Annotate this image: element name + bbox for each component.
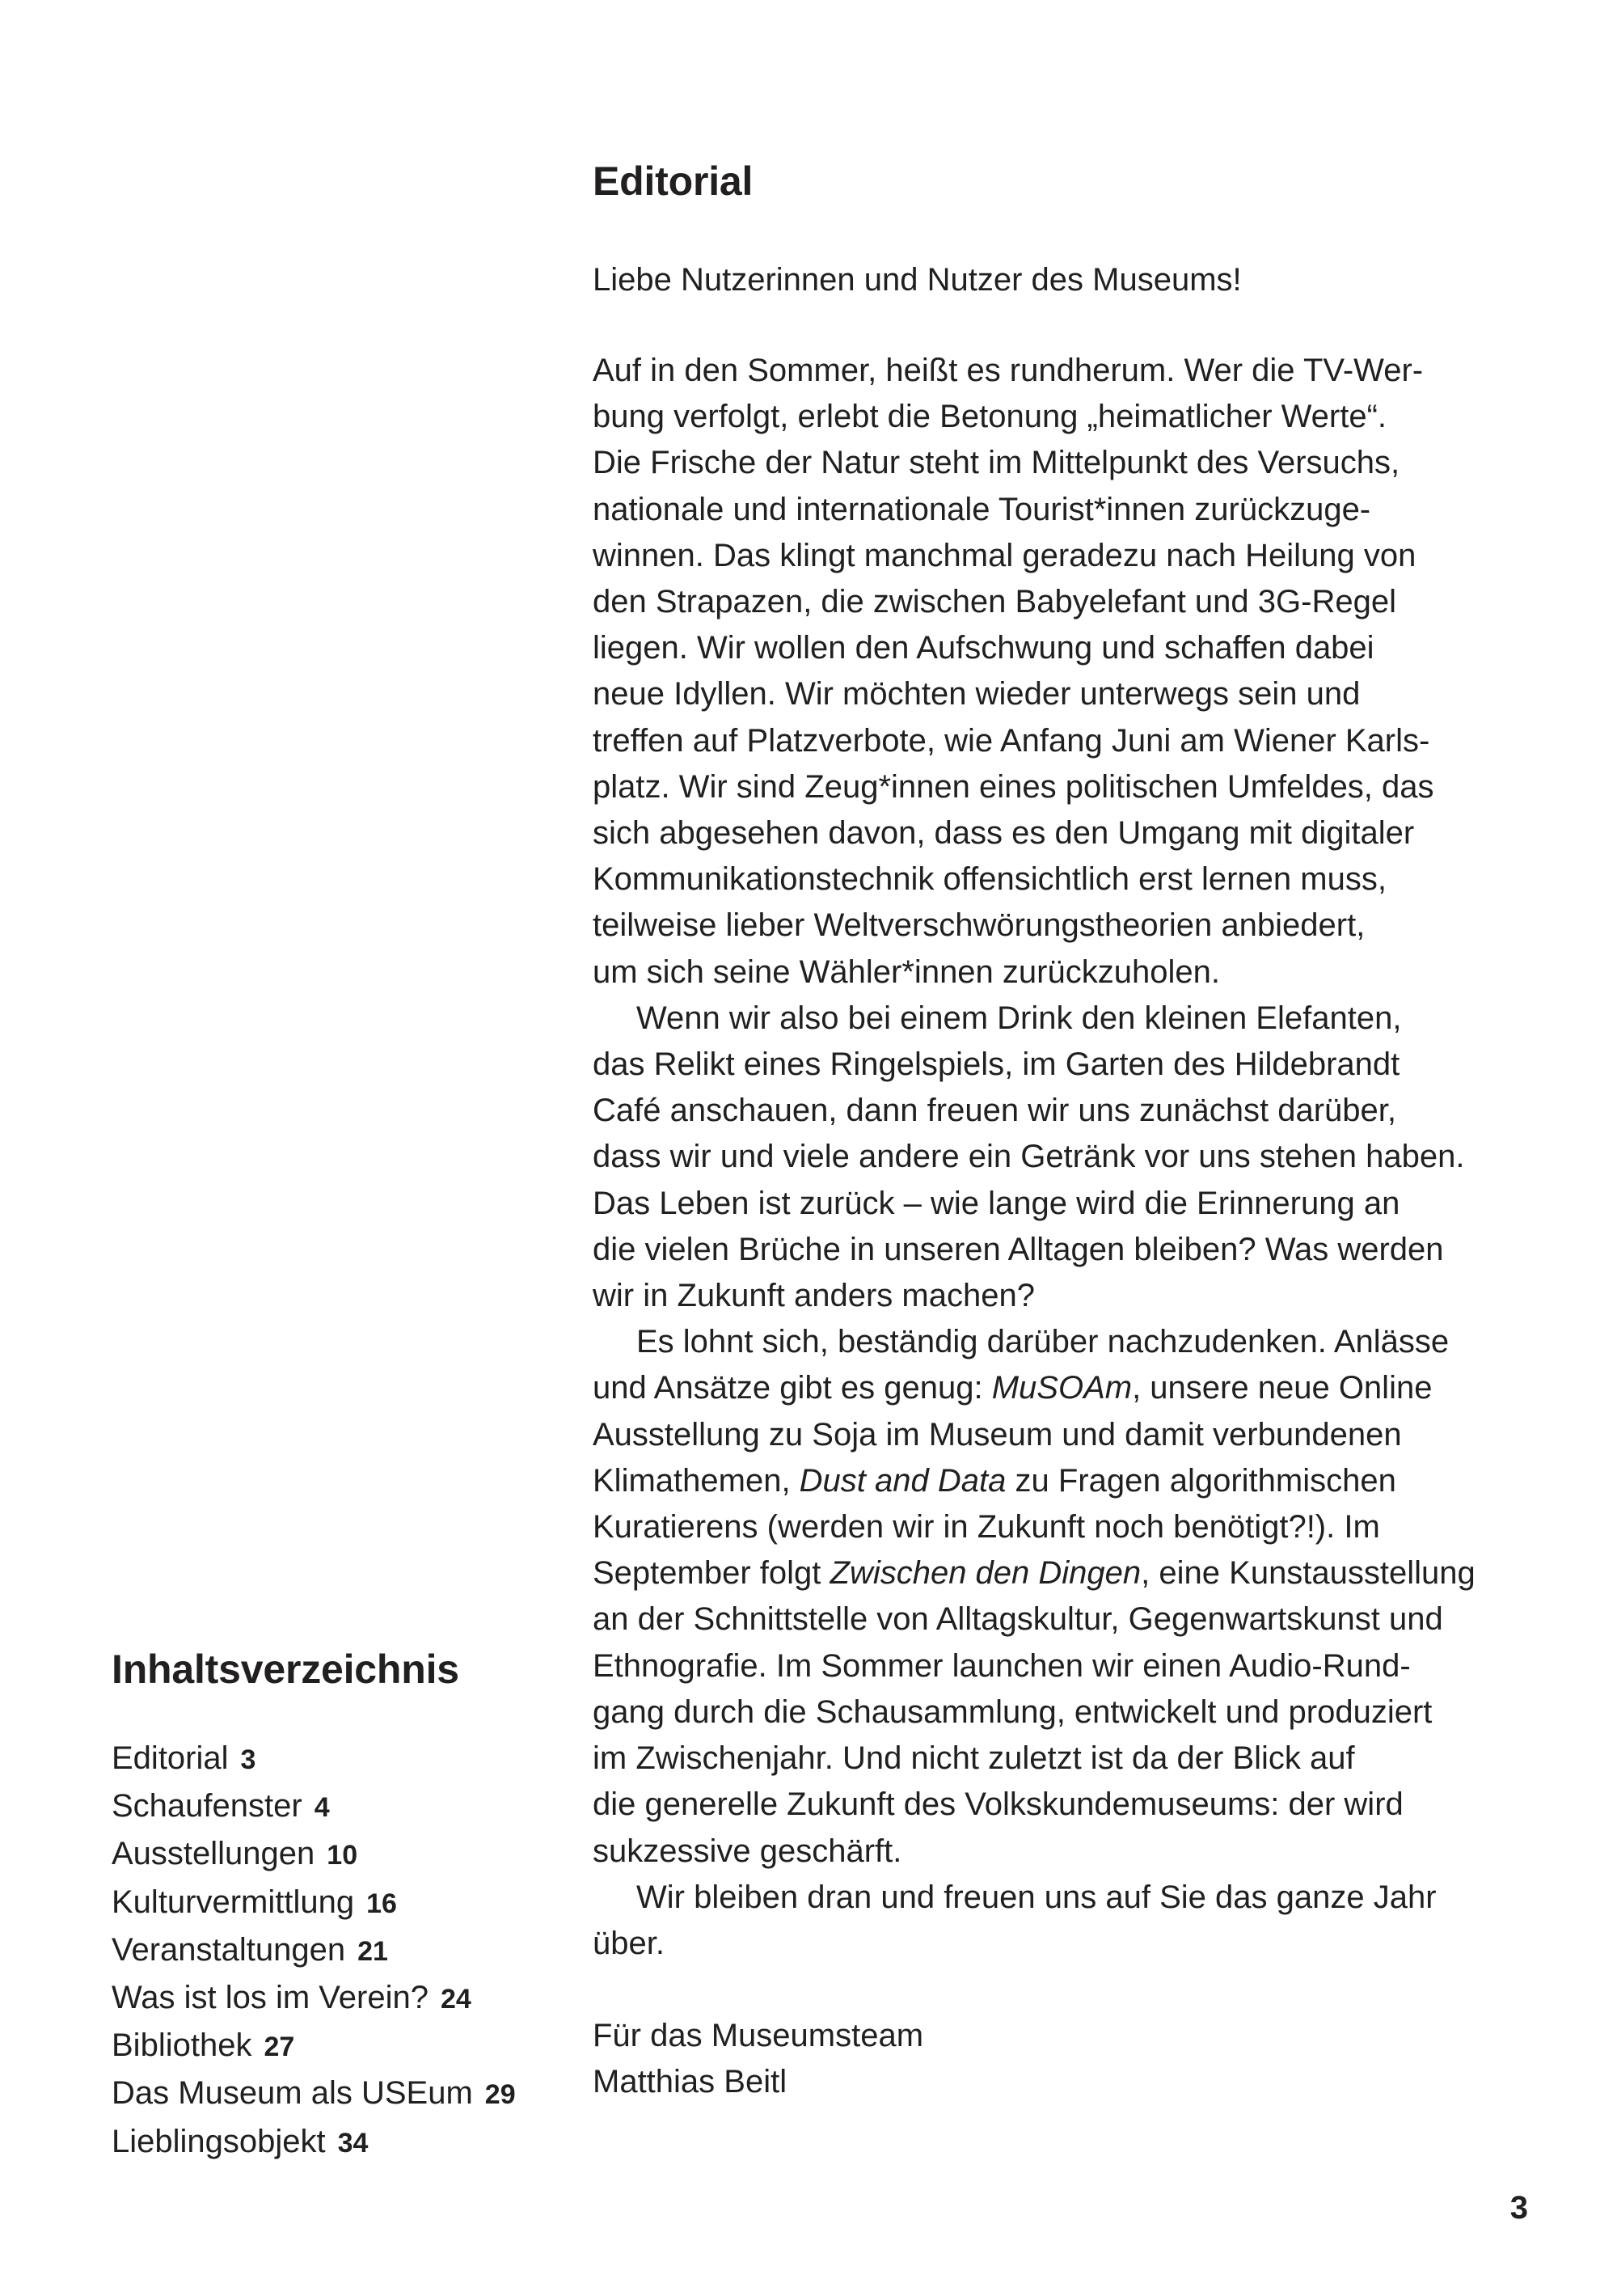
body-text: Ausstellung zu Soja im Museum und damit verbundenen xyxy=(593,1416,1402,1452)
body-text: Klimathemen, xyxy=(593,1462,800,1499)
italic-title-text: Dust and Data xyxy=(799,1462,1007,1499)
toc-item-label: Schaufenster xyxy=(112,1788,302,1825)
toc-item-label: Was ist los im Verein? xyxy=(112,1980,429,2016)
editorial-body-line xyxy=(593,903,1547,949)
editorial-body-line xyxy=(593,1829,1547,1875)
editorial-body-line xyxy=(593,1504,1547,1550)
editorial-body-line xyxy=(593,625,1547,671)
toc-item-label: Das Museum als USEum xyxy=(112,2075,473,2112)
body-text: platz. Wir sind Zeug*innen eines politischen Umfeldes, das xyxy=(593,768,1434,805)
body-text: Kommunikationstechnik offensichtlich erst lernen muss, xyxy=(593,861,1387,898)
editorial-body-line xyxy=(593,1782,1547,1828)
editorial-heading: Editorial xyxy=(593,159,754,204)
editorial-body-line xyxy=(593,996,1547,1042)
body-text: teilweise lieber Weltverschwörungstheorien anbiedert, xyxy=(593,907,1366,944)
body-text: das Relikt eines Ringelspiels, im Garten des Hildebrandt xyxy=(593,1047,1400,1083)
toc-item-page-number: 21 xyxy=(357,1935,388,1967)
body-text: dass wir und viele andere ein Getränk vor uns stehen haben. xyxy=(593,1139,1465,1175)
editorial-body-line xyxy=(593,1042,1547,1088)
body-text: , unsere neue Online xyxy=(1132,1370,1433,1406)
body-text: und Ansätze gibt es genug: xyxy=(593,1370,992,1406)
body-text: gang durch die Schausammlung, entwickelt und produziert xyxy=(593,1693,1433,1730)
body-text: nationale und internationale Tourist*innen zurückzuge- xyxy=(593,491,1371,527)
editorial-signature xyxy=(593,2013,923,2105)
body-text: liegen. Wir wollen den Aufschwung und schaffen dabei xyxy=(593,630,1374,666)
body-text: die generelle Zukunft des Volkskundemuseums: der wird xyxy=(593,1786,1404,1823)
page-number: 3 xyxy=(1509,2190,1528,2226)
toc-item xyxy=(112,1736,516,1783)
toc-item xyxy=(112,2070,516,2118)
toc-item-label: Bibliothek xyxy=(112,2027,252,2064)
toc-item xyxy=(112,2119,516,2167)
body-text: September folgt xyxy=(593,1555,830,1592)
editorial-body-line xyxy=(593,394,1547,440)
body-text: sukzessive geschärft. xyxy=(593,1833,902,1869)
editorial-body xyxy=(593,348,1547,1967)
editorial-body-line xyxy=(593,671,1547,717)
signature-line: Matthias Beitl xyxy=(593,2064,787,2100)
toc-item-page-number: 16 xyxy=(366,1888,397,1919)
body-text: treffen auf Platzverbote, wie Anfang Juni am Wiener Karls- xyxy=(593,722,1430,759)
italic-title-text: MuSOAm xyxy=(991,1370,1133,1406)
toc-item-page-number: 3 xyxy=(240,1744,256,1775)
body-text: um sich seine Wähler*innen zurückzuholen. xyxy=(593,953,1220,990)
body-text: , eine Kunstausstellung xyxy=(1141,1555,1476,1592)
editorial-body-line xyxy=(593,1689,1547,1736)
body-text: den Strapazen, die zwischen Babyelefant und 3G-Regel xyxy=(593,584,1396,620)
italic-title-text: Zwischen den Dingen xyxy=(830,1555,1142,1592)
editorial-body-line xyxy=(593,533,1547,579)
editorial-salutation: Liebe Nutzerinnen und Nutzer des Museums! xyxy=(593,262,1242,298)
toc-item-label: Lieblingsobjekt xyxy=(112,2123,326,2159)
body-text: wir in Zukunft anders machen? xyxy=(593,1278,1035,1314)
editorial-body-line xyxy=(593,810,1547,856)
editorial-body-line xyxy=(593,1643,1547,1689)
toc-item xyxy=(112,1927,516,1975)
body-text: winnen. Das klingt manchmal geradezu nach Heilung von xyxy=(593,537,1416,573)
toc-item-label: Ausstellungen xyxy=(112,1836,315,1872)
toc-item xyxy=(112,1783,516,1831)
editorial-body-line xyxy=(593,1596,1547,1643)
editorial-body-line xyxy=(593,1134,1547,1180)
editorial-body-line xyxy=(593,764,1547,810)
editorial-body-line xyxy=(593,348,1547,394)
editorial-body-line xyxy=(593,949,1547,996)
body-text: sich abgesehen davon, dass es den Umgang mit digitaler xyxy=(593,815,1415,852)
toc-item-page-number: 24 xyxy=(440,1984,471,2015)
editorial-body-line xyxy=(593,1875,1547,1921)
editorial-body-line xyxy=(593,1319,1547,1365)
toc-item xyxy=(112,1975,516,2023)
body-text: Ethnografie. Im Sommer launchen wir einen Audio-Rund- xyxy=(593,1647,1411,1684)
editorial-body-line xyxy=(593,718,1547,764)
editorial-body-line xyxy=(593,1181,1547,1227)
editorial-body-line xyxy=(593,1458,1547,1504)
body-text: bung verfolgt, erlebt die Betonung „heimatlicher Werte“. xyxy=(593,399,1387,435)
toc-item-label: Kulturvermittlung xyxy=(112,1884,355,1920)
editorial-body-line xyxy=(593,1365,1547,1411)
toc-list xyxy=(112,1736,516,2167)
editorial-body-line xyxy=(593,1273,1547,1319)
body-text: über. xyxy=(593,1925,665,1961)
editorial-body-line xyxy=(593,440,1547,486)
toc-item-page-number: 4 xyxy=(314,1792,330,1824)
toc-item xyxy=(112,1831,516,1879)
body-text: neue Idyllen. Wir möchten wieder unterwegs sein und xyxy=(593,676,1361,712)
body-text: im Zwischenjahr. Und nicht zuletzt ist da der Blick auf xyxy=(593,1740,1355,1777)
toc-item xyxy=(112,1880,516,1927)
body-text: Es lohnt sich, beständig darüber nachzudenken. Anlässe xyxy=(636,1324,1450,1360)
body-text: zu Fragen algorithmischen xyxy=(1006,1462,1396,1499)
body-text: Die Frische der Natur steht im Mittelpunkt des Versuchs, xyxy=(593,445,1400,481)
editorial-body-line xyxy=(593,1921,1547,1967)
body-text: Auf in den Sommer, heißt es rundherum. Wer die TV-Wer- xyxy=(593,353,1424,388)
body-text: Café anschauen, dann freuen wir uns zunächst darüber, xyxy=(593,1093,1396,1129)
body-text: Kuratierens (werden wir in Zukunft noch benötigt?!). Im xyxy=(593,1509,1380,1545)
signature-line: Für das Museumsteam xyxy=(593,2018,924,2053)
toc-item-page-number: 27 xyxy=(264,2032,295,2063)
editorial-body-line xyxy=(593,487,1547,533)
toc-heading: Inhaltsverzeichnis xyxy=(112,1647,459,1692)
body-text: Das Leben ist zurück – wie lange wird die Erinnerung an xyxy=(593,1185,1400,1221)
body-text: Wir bleiben dran und freuen uns auf Sie das ganze Jahr xyxy=(636,1879,1437,1915)
editorial-body-line xyxy=(593,1736,1547,1782)
body-text: die vielen Brüche in unseren Alltagen bleiben? Was werden xyxy=(593,1231,1444,1267)
editorial-body-line xyxy=(593,856,1547,903)
toc-item-page-number: 34 xyxy=(337,2127,369,2159)
toc-item-page-number: 29 xyxy=(484,2079,516,2111)
toc-item-label: Veranstaltungen xyxy=(112,1931,346,1968)
toc-item-label: Editorial xyxy=(112,1740,229,1776)
editorial-body-line xyxy=(593,579,1547,625)
toc-item-page-number: 10 xyxy=(327,1840,358,1871)
body-text: Wenn wir also bei einem Drink den kleinen Elefanten, xyxy=(636,1000,1402,1036)
body-text: an der Schnittstelle von Alltagskultur, Gegenwartskunst und xyxy=(593,1601,1443,1638)
editorial-body-line xyxy=(593,1550,1547,1596)
editorial-body-line xyxy=(593,1088,1547,1134)
editorial-body-line xyxy=(593,1227,1547,1273)
toc-item xyxy=(112,2023,516,2070)
editorial-body-line xyxy=(593,1412,1547,1458)
